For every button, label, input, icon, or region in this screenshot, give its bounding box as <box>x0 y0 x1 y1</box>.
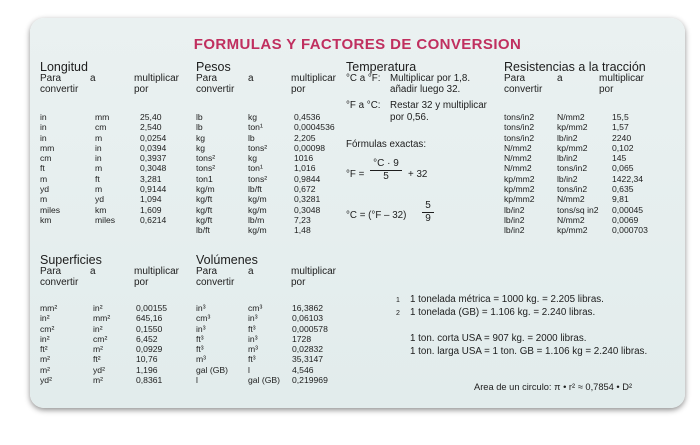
pesos-factor-cell: 0,672 <box>294 184 316 195</box>
table-row <box>40 375 190 385</box>
superficies-factor-cell: 0,00155 <box>136 303 168 313</box>
note-area-circulo: Area de un circulo: π • r² ≈ 0,7854 • D² <box>474 382 633 392</box>
table-row <box>196 324 346 334</box>
f-to-c-line1: Restar 32 y multiplicar <box>390 100 487 111</box>
resistencias-factor-cell: 15,5 <box>612 112 629 122</box>
resistencias-factor-cell: 0,102 <box>612 142 634 153</box>
formula-f-denominator: 5 <box>383 171 389 182</box>
superficies-table <box>40 303 190 385</box>
pesos-header-to: a <box>248 73 254 84</box>
table-row <box>40 303 190 313</box>
longitud-to-cell: m <box>95 184 103 195</box>
pesos-to-cell: lb/ft <box>248 184 262 195</box>
superficies-from-cell: yd² <box>40 375 52 386</box>
longitud-to-cell: cm <box>95 122 107 133</box>
volumenes-from-cell: cm³ <box>196 313 211 324</box>
pesos-to-cell: lb <box>248 132 255 143</box>
superficies-to-cell: yd² <box>93 364 105 375</box>
pesos-to-cell: kg/m <box>248 194 267 205</box>
resistencias-from-cell: tons/in2 <box>504 122 535 133</box>
table-row <box>196 313 346 323</box>
volumenes-to-cell: ft³ <box>248 354 256 365</box>
volumenes-from-cell: ft³ <box>196 344 204 355</box>
superficies-to-cell: cm² <box>93 333 108 344</box>
pesos-to-cell: kg <box>248 153 258 164</box>
table-row <box>504 215 679 225</box>
longitud-from-cell: cm <box>40 153 52 164</box>
longitud-to-cell: yd <box>95 194 105 205</box>
pesos-to-cell: tons² <box>248 142 268 153</box>
table-row <box>40 344 190 354</box>
table-row <box>196 163 346 173</box>
pesos-to-cell: ton¹ <box>248 122 263 133</box>
resistencias-from-cell: lb/in2 <box>504 225 525 236</box>
longitud-to-cell: miles <box>95 214 116 225</box>
superficies-factor-cell: 0,1550 <box>136 323 163 334</box>
longitud-to-cell: ft <box>95 173 100 184</box>
resistencias-from-cell: tons/in2 <box>504 112 535 122</box>
formula-f-numerator: °C · 9 <box>370 158 402 171</box>
volumenes-factor-cell: 0,000578 <box>292 323 328 334</box>
pesos-factor-cell: 1,016 <box>294 163 316 174</box>
volumenes-from-cell: in³ <box>196 323 206 334</box>
longitud-to-cell: m <box>95 132 103 143</box>
longitud-factor-cell: 0,6214 <box>140 214 167 225</box>
table-row <box>40 334 190 344</box>
resistencias-factor-cell: 9,81 <box>612 194 629 205</box>
superficies-to-cell: m² <box>93 375 104 386</box>
note-tonelada-gb: 1 tonelada (GB) = 1.106 kg. = 2.240 libras. <box>410 307 596 318</box>
table-row <box>196 153 346 163</box>
pesos-factor-cell: 0,4536 <box>294 112 321 122</box>
table-row <box>504 174 679 184</box>
table-row <box>40 163 190 173</box>
resistencias-factor-cell: 0,635 <box>612 184 634 195</box>
table-row <box>40 143 190 153</box>
temperatura-title: Temperatura <box>346 60 417 74</box>
volumenes-from-cell: l <box>196 375 198 386</box>
resistencias-to-cell: lb/in2 <box>557 173 578 184</box>
longitud-to-cell: in <box>95 153 102 164</box>
longitud-to-cell: in <box>95 142 102 153</box>
table-row <box>196 184 346 194</box>
table-row <box>40 354 190 364</box>
resistencias-to-cell: N/mm2 <box>557 112 585 122</box>
longitud-to-cell: km <box>95 204 107 215</box>
resistencias-factor-cell: 0,0069 <box>612 214 639 225</box>
pesos-from-cell: ton1 <box>196 173 213 184</box>
table-row <box>196 215 346 225</box>
volumenes-factor-cell: 4,546 <box>292 364 314 375</box>
exact-formulas-label: Fórmulas exactas: <box>346 139 427 150</box>
superficies-header-factor: multiplicar por <box>134 266 180 288</box>
pesos-to-cell: ton¹ <box>248 163 263 174</box>
volumenes-to-cell: in³ <box>248 333 258 344</box>
longitud-to-cell: m <box>95 163 103 174</box>
table-row <box>40 122 190 132</box>
resistencias-to-cell: tons/in2 <box>557 163 588 174</box>
table-row <box>40 112 190 122</box>
volumenes-factor-cell: 0,219969 <box>292 375 328 386</box>
superficies-from-cell: m² <box>40 364 51 375</box>
superficies-from-cell: mm² <box>40 303 58 313</box>
resistencias-to-cell: kp/mm2 <box>557 225 588 236</box>
longitud-factor-cell: 1,609 <box>140 204 162 215</box>
table-row <box>504 122 679 132</box>
pesos-factor-cell: 0,3048 <box>294 204 321 215</box>
resistencias-from-cell: kp/mm2 <box>504 184 535 195</box>
pesos-factor-cell: 1016 <box>294 153 314 164</box>
pesos-factor-cell: 0,00098 <box>294 142 326 153</box>
volumenes-factor-cell: 16,3862 <box>292 303 324 313</box>
volumenes-to-cell: ft³ <box>248 323 256 334</box>
resistencias-to-cell: N/mm2 <box>557 214 585 225</box>
table-row <box>40 153 190 163</box>
pesos-from-cell: kg/m <box>196 184 215 195</box>
formula-c-fraction <box>422 200 434 225</box>
table-row <box>504 194 679 204</box>
table-row <box>196 354 346 364</box>
resistencias-table <box>504 112 679 236</box>
pesos-factor-cell: 7,23 <box>294 214 311 225</box>
pesos-from-cell: kg/ft <box>196 204 213 215</box>
volumenes-title: Volúmenes <box>196 253 258 267</box>
table-row <box>504 133 679 143</box>
longitud-from-cell: mm <box>40 142 55 153</box>
pesos-from-cell: lb <box>196 112 203 122</box>
longitud-factor-cell: 0,0394 <box>140 142 167 153</box>
volumenes-factor-cell: 1728 <box>292 333 312 344</box>
c-to-f-line1: Multiplicar por 1,8. <box>390 73 471 84</box>
formula-c-lhs: °C = (°F – 32) <box>346 210 407 221</box>
volumenes-factor-cell: 35,3147 <box>292 354 324 365</box>
resistencias-factor-cell: 0,000703 <box>612 225 648 236</box>
longitud-from-cell: miles <box>40 204 61 215</box>
table-row <box>196 174 346 184</box>
table-row <box>196 365 346 375</box>
resistencias-from-cell: lb/in2 <box>504 204 525 215</box>
table-row <box>40 365 190 375</box>
table-row <box>504 163 679 173</box>
pesos-from-cell: kg/ft <box>196 194 213 205</box>
superficies-factor-cell: 6,452 <box>136 333 158 344</box>
resistencias-to-cell: lb/in2 <box>557 132 578 143</box>
superficies-to-cell: mm² <box>93 313 111 324</box>
superficies-from-cell: in² <box>40 313 50 324</box>
longitud-from-cell: in <box>40 132 47 143</box>
longitud-factor-cell: 0,9144 <box>140 184 167 195</box>
resistencias-header-factor: multiplicar por <box>599 73 645 95</box>
table-row <box>196 112 346 122</box>
formula-c-numerator: 5 <box>422 200 434 213</box>
superficies-from-cell: ft² <box>40 344 48 355</box>
superficies-factor-cell: 1,196 <box>136 364 158 375</box>
volumenes-header-factor: multiplicar por <box>291 266 337 288</box>
pesos-from-cell: tons² <box>196 153 216 164</box>
formula-f-tail: + 32 <box>408 169 428 180</box>
pesos-from-cell: kg/ft <box>196 214 213 225</box>
volumenes-to-cell: m³ <box>248 344 259 355</box>
volumenes-factor-cell: 0,06103 <box>292 313 324 324</box>
resistencias-from-cell: N/mm2 <box>504 153 532 164</box>
page-title: FORMULAS Y FACTORES DE CONVERSION <box>193 36 522 53</box>
resistencias-factor-cell: 2240 <box>612 132 632 143</box>
longitud-factor-cell: 2,540 <box>140 122 162 133</box>
longitud-from-cell: m <box>40 194 48 205</box>
volumenes-header-from: Para convertir <box>196 266 235 288</box>
table-row <box>196 133 346 143</box>
resistencias-factor-cell: 1,57 <box>612 122 629 133</box>
longitud-factor-cell: 0,3048 <box>140 163 167 174</box>
resistencias-from-cell: N/mm2 <box>504 142 532 153</box>
longitud-factor-cell: 25,40 <box>140 112 162 122</box>
superficies-factor-cell: 645,16 <box>136 313 163 324</box>
longitud-from-cell: yd <box>40 184 50 195</box>
resistencias-factor-cell: 1422,34 <box>612 173 644 184</box>
table-row <box>196 303 346 313</box>
longitud-title: Longitud <box>40 60 88 74</box>
longitud-table <box>40 112 190 225</box>
resistencias-to-cell: tons/in2 <box>557 184 588 195</box>
table-row <box>40 313 190 323</box>
table-row <box>196 225 346 235</box>
pesos-to-cell: tons² <box>248 173 268 184</box>
table-row <box>504 143 679 153</box>
pesos-to-cell: lb/m <box>248 214 265 225</box>
resistencias-from-cell: lb/in2 <box>504 214 525 225</box>
resistencias-to-cell: kp/mm2 <box>557 142 588 153</box>
formula-f-lhs: °F = <box>346 169 365 180</box>
volumenes-factor-cell: 0,02832 <box>292 344 324 355</box>
volumenes-to-cell: gal (GB) <box>248 375 280 386</box>
pesos-header-factor: multiplicar por <box>291 73 337 95</box>
pesos-factor-cell: 0,0004536 <box>294 122 335 133</box>
resistencias-header-to: a <box>557 73 563 84</box>
longitud-factor-cell: 3,281 <box>140 173 162 184</box>
resistencias-from-cell: tons/in2 <box>504 132 535 143</box>
superficies-factor-cell: 0,0929 <box>136 344 163 355</box>
note-ton-corta-usa: 1 ton. corta USA = 907 kg. = 2000 libras. <box>410 333 587 344</box>
resistencias-factor-cell: 145 <box>612 153 627 164</box>
table-row <box>196 143 346 153</box>
table-row <box>196 375 346 385</box>
conversion-card <box>30 18 685 408</box>
superficies-to-cell: in² <box>93 303 103 313</box>
table-row <box>196 194 346 204</box>
superficies-header-from: Para convertir <box>40 266 79 288</box>
superficies-from-cell: in² <box>40 333 50 344</box>
table-row <box>40 194 190 204</box>
superficies-to-cell: in² <box>93 323 103 334</box>
note-tonelada-metrica: 1 tonelada métrica = 1000 kg. = 2.205 libras. <box>410 294 604 305</box>
pesos-factor-cell: 0,3281 <box>294 194 321 205</box>
table-row <box>40 184 190 194</box>
longitud-from-cell: in <box>40 122 47 133</box>
volumenes-from-cell: m³ <box>196 354 207 365</box>
longitud-header-from: Para convertir <box>40 73 79 95</box>
table-row <box>504 184 679 194</box>
pesos-factor-cell: 2,205 <box>294 132 316 143</box>
note-2-marker: 2 <box>396 310 400 317</box>
pesos-from-cell: tons² <box>196 163 216 174</box>
pesos-to-cell: kg/m <box>248 204 267 215</box>
longitud-from-cell: in <box>40 112 47 122</box>
pesos-title: Pesos <box>196 60 231 74</box>
table-row <box>196 205 346 215</box>
pesos-factor-cell: 0,9844 <box>294 173 321 184</box>
longitud-from-cell: m <box>40 173 48 184</box>
longitud-factor-cell: 1,094 <box>140 194 162 205</box>
longitud-factor-cell: 0,3937 <box>140 153 167 164</box>
superficies-factor-cell: 0,8361 <box>136 375 163 386</box>
resistencias-factor-cell: 0,00045 <box>612 204 644 215</box>
pesos-header-from: Para convertir <box>196 73 235 95</box>
volumenes-from-cell: ft³ <box>196 333 204 344</box>
volumenes-to-cell: in³ <box>248 313 258 324</box>
resistencias-factor-cell: 0,065 <box>612 163 634 174</box>
table-row <box>504 112 679 122</box>
longitud-from-cell: km <box>40 214 52 225</box>
resistencias-to-cell: lb/in2 <box>557 153 578 164</box>
longitud-header-to: a <box>90 73 96 84</box>
volumenes-header-to: a <box>248 266 254 277</box>
formula-f-fraction <box>370 158 402 183</box>
longitud-factor-cell: 0,0254 <box>140 132 167 143</box>
volumenes-table <box>196 303 346 385</box>
resistencias-from-cell: N/mm2 <box>504 163 532 174</box>
formula-c-denominator: 9 <box>425 213 431 224</box>
pesos-to-cell: kg <box>248 112 258 122</box>
c-to-f-label: °C a °F: <box>346 73 381 84</box>
table-row <box>504 225 679 235</box>
pesos-from-cell: lb <box>196 122 203 133</box>
superficies-factor-cell: 10,76 <box>136 354 158 365</box>
pesos-to-cell: kg/m <box>248 225 267 236</box>
superficies-from-cell: m² <box>40 354 51 365</box>
volumenes-from-cell: gal (GB) <box>196 364 228 375</box>
table-row <box>504 153 679 163</box>
note-ton-larga-usa: 1 ton. larga USA = 1 ton. GB = 1.106 kg = 2.240 libras. <box>410 346 648 357</box>
note-1-marker: 1 <box>396 297 400 304</box>
f-to-c-label: °F a °C: <box>346 100 381 111</box>
resistencias-to-cell: kp/mm2 <box>557 122 588 133</box>
table-row <box>504 205 679 215</box>
f-to-c-line2: por 0,56. <box>390 112 429 123</box>
table-row <box>196 344 346 354</box>
resistencias-to-cell: tons/sq in2 <box>557 204 599 215</box>
longitud-to-cell: mm <box>95 112 110 122</box>
table-row <box>40 324 190 334</box>
table-row <box>196 122 346 132</box>
c-to-f-line2: añadir luego 32. <box>390 84 461 95</box>
table-row <box>40 215 190 225</box>
volumenes-to-cell: cm³ <box>248 303 263 313</box>
pesos-factor-cell: 1,48 <box>294 225 311 236</box>
longitud-header-factor: multiplicar por <box>134 73 180 95</box>
pesos-from-cell: lb/ft <box>196 225 210 236</box>
superficies-to-cell: m² <box>93 344 104 355</box>
table-row <box>40 174 190 184</box>
volumenes-from-cell: in³ <box>196 303 206 313</box>
table-row <box>196 334 346 344</box>
volumenes-to-cell: l <box>248 364 250 375</box>
table-row <box>40 133 190 143</box>
resistencias-from-cell: kp/mm2 <box>504 194 535 205</box>
resistencias-header-from: Para convertir <box>504 73 543 95</box>
resistencias-title: Resistencias a la tracción <box>504 60 646 74</box>
superficies-to-cell: ft² <box>93 354 101 365</box>
resistencias-from-cell: kp/mm2 <box>504 173 535 184</box>
table-row <box>40 205 190 215</box>
superficies-header-to: a <box>90 266 96 277</box>
pesos-from-cell: kg <box>196 142 206 153</box>
superficies-from-cell: cm² <box>40 323 55 334</box>
resistencias-to-cell: N/mm2 <box>557 194 585 205</box>
pesos-from-cell: kg <box>196 132 206 143</box>
pesos-table <box>196 112 346 236</box>
longitud-from-cell: ft <box>40 163 45 174</box>
superficies-title: Superficies <box>40 253 102 267</box>
